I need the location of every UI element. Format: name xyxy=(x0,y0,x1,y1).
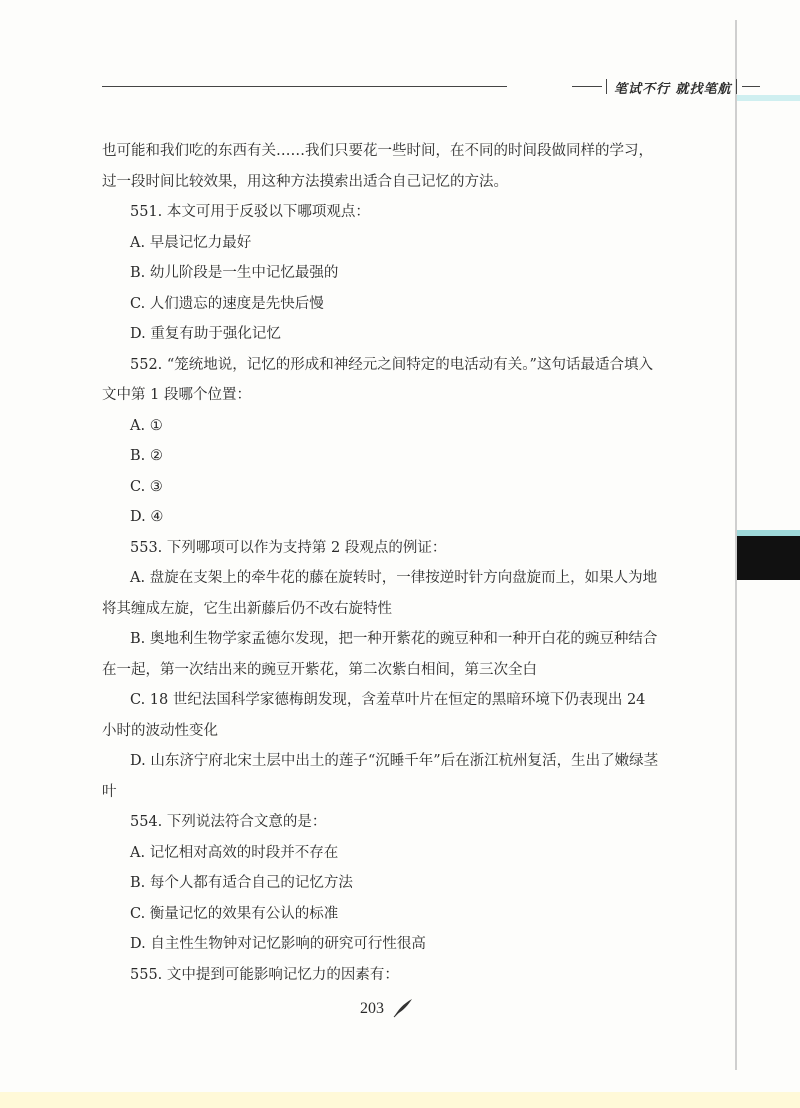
option-item: B. 幼儿阶段是一生中记忆最强的 xyxy=(130,265,339,281)
option-item: D. ④ xyxy=(130,509,164,525)
question-stem: 552. “笼统地说，记忆的形成和神经元之间特定的电活动有关。”这句话最适合填入文中第 1 段哪个位置： xyxy=(102,356,653,403)
question-stem: 553. 下列哪项可以作为支持第 2 段观点的例证： xyxy=(130,539,447,556)
quill-pen-icon xyxy=(392,998,414,1018)
option-item: C. ③ xyxy=(130,478,163,495)
option-item: B. 每个人都有适合自己的记忆方法 xyxy=(130,875,353,891)
edge-color-marker xyxy=(737,95,800,101)
option-item: D. 山东济宁府北宋土层中出土的莲子“沉睡千年”后在浙江杭州复活，生出了嫩绿茎叶 xyxy=(102,753,659,800)
option-item: A. ① xyxy=(130,417,163,434)
option-item: D. 自主性生物钟对记忆影响的研究可行性很高 xyxy=(130,936,426,952)
option-item: C. 18 世纪法国科学家德梅朗发现，含羞草叶片在恒定的黑暗环境下仍表现出 24 小时的波动性变化 xyxy=(102,692,646,739)
running-header xyxy=(102,78,732,97)
header-rule-short xyxy=(572,86,602,87)
option-item: D. 重复有助于强化记忆 xyxy=(130,326,281,342)
option-item: C. 人们遗忘的速度是先快后慢 xyxy=(130,295,324,312)
header-rule-end xyxy=(742,86,760,87)
question-stem: 554. 下列说法符合文意的是： xyxy=(130,814,327,830)
header-divider xyxy=(606,79,607,94)
scan-bottom-band xyxy=(0,1092,800,1108)
option-item: B. ② xyxy=(130,448,163,464)
option-item: C. 衡量记忆的效果有公认的标准 xyxy=(130,905,339,922)
header-rule xyxy=(102,86,507,87)
question-stem: 555. 文中提到可能影响记忆力的因素有： xyxy=(130,966,399,983)
option-item: A. 盘旋在支架上的牵牛花的藤在旋转时，一律按逆时针方向盘旋而上，如果人为地将其缠成左旋，它生出新藤后仍不改右旋特性 xyxy=(102,570,658,617)
page-footer xyxy=(360,1000,384,1018)
header-title: 笔试不行 就找笔航 xyxy=(614,82,732,97)
thumb-index-tab xyxy=(737,536,800,580)
header-divider xyxy=(736,79,737,94)
question-stem: 551. 本文可用于反驳以下哪项观点： xyxy=(130,204,370,220)
option-item: A. 早晨记忆力最好 xyxy=(130,234,252,251)
option-item: B. 奥地利生物学家孟德尔发现，把一种开紫花的豌豆种和一种开白花的豌豆种结合在一起，第一次结出来的豌豆开紫花，第二次紫白相间，第三次全白 xyxy=(102,631,658,678)
option-item: A. 记忆相对高效的时段并不存在 xyxy=(130,844,339,861)
page-number: 203 xyxy=(360,1000,384,1017)
page-body xyxy=(102,136,662,990)
intro-paragraph: 也可能和我们吃的东西有关……我们只要花一些时间，在不同的时间段做同样的学习，过一段时间比较效果，用这种方法摸索出适合自己记忆的方法。 xyxy=(102,143,653,190)
